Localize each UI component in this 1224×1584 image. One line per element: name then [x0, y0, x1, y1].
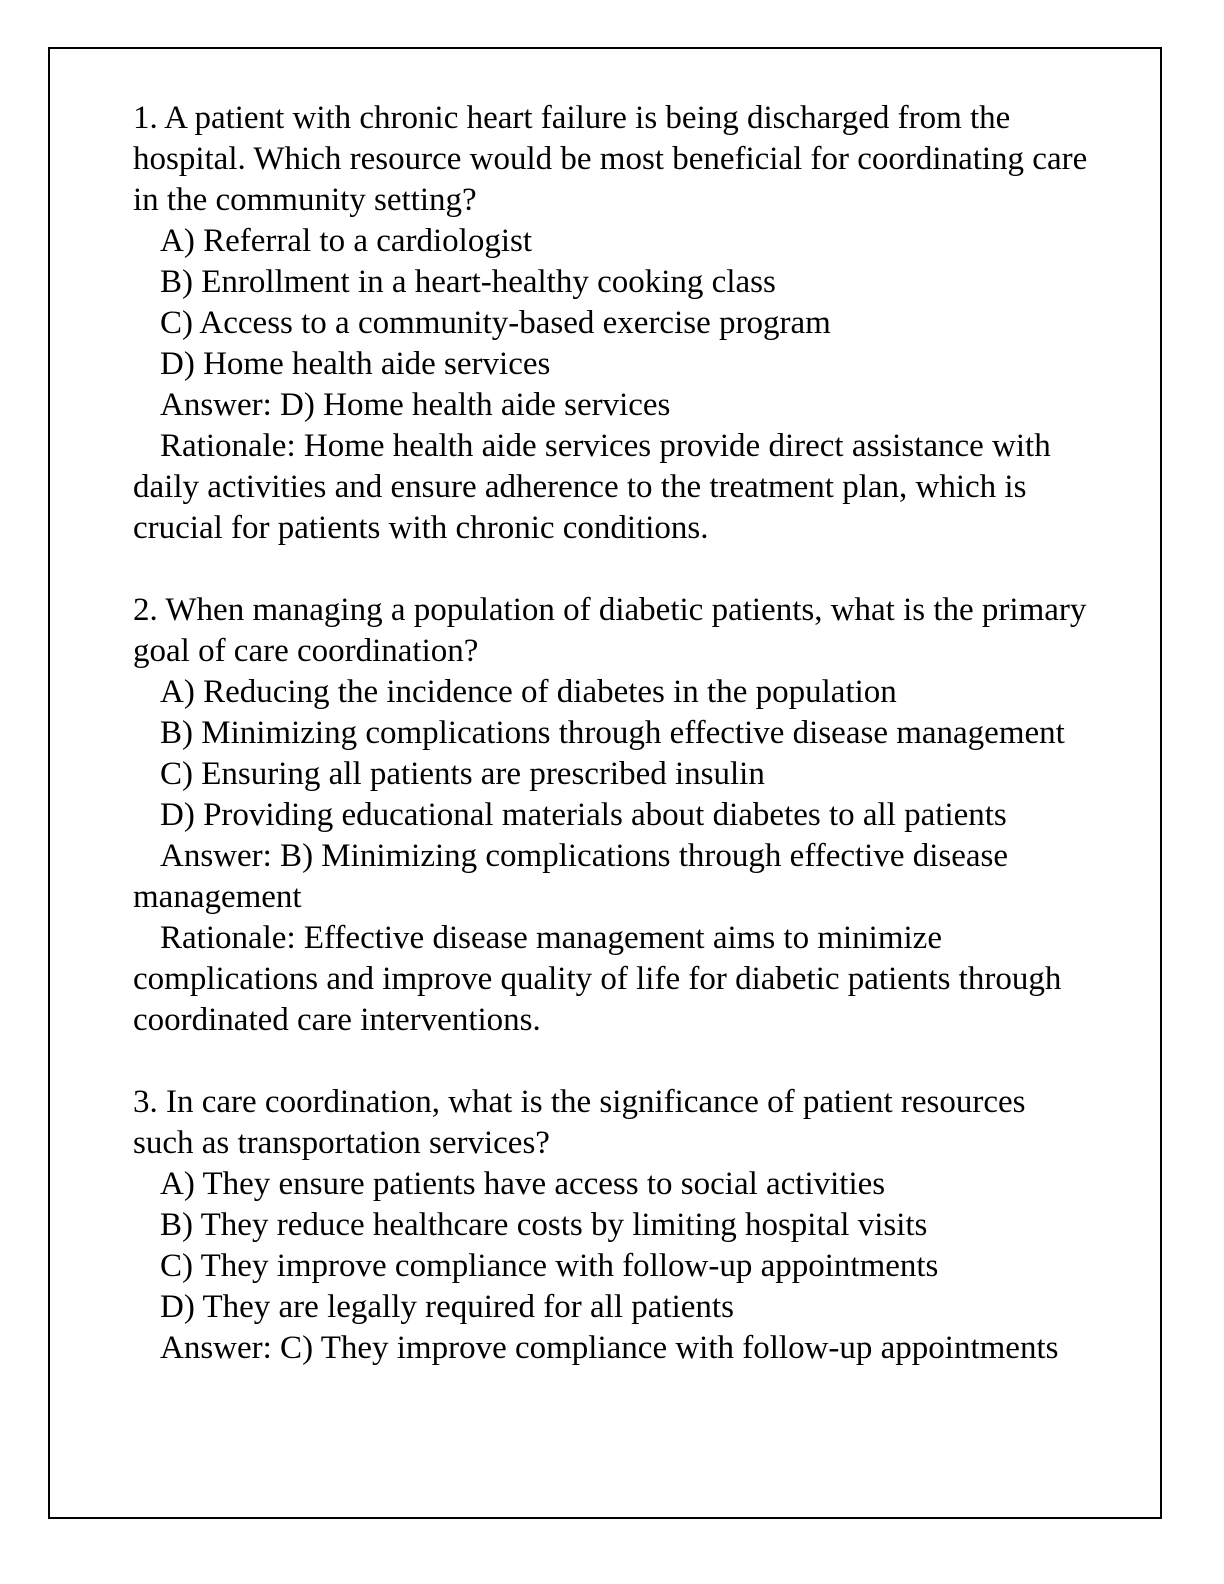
- option-d: D) Home health aide services: [160, 346, 551, 382]
- option-b: B) Enrollment in a heart-healthy cooking class: [160, 264, 776, 300]
- option-c: C) Ensuring all patients are prescribed insulin: [160, 756, 765, 792]
- question-stem: 3. In care coordination, what is the significance of patient resources such as transportation services?: [133, 1084, 1034, 1161]
- option-a: A) Reducing the incidence of diabetes in the population: [160, 674, 897, 710]
- option-c: C) They improve compliance with follow-up appointments: [160, 1248, 939, 1284]
- rationale: Rationale: Home health aide services provide direct assistance with daily activities and ensure adherence to the treatment plan, which is crucial for patients with chronic conditions.: [133, 428, 1059, 546]
- option-d: D) Providing educational materials about diabetes to all patients: [160, 797, 1007, 833]
- question-stem: 1. A patient with chronic heart failure is being discharged from the hospital. Which resource would be most beneficial for coordinating care in the community setting?: [133, 100, 1096, 218]
- option-d: D) They are legally required for all patients: [160, 1289, 734, 1325]
- question-2: [133, 590, 1093, 1041]
- option-a: A) Referral to a cardiologist: [160, 223, 533, 259]
- question-3: [133, 1082, 1093, 1369]
- document-body: [133, 98, 1096, 1410]
- option-b: B) Minimizing complications through effective disease management: [160, 715, 1065, 751]
- answer: Answer: C) They improve compliance with follow-up appointments: [160, 1330, 1059, 1366]
- answer: Answer: B) Minimizing complications through effective disease management: [133, 838, 1017, 915]
- answer: Answer: D) Home health aide services: [160, 387, 671, 423]
- question-1: [133, 98, 1096, 549]
- question-stem: 2. When managing a population of diabetic patients, what is the primary goal of care coordination?: [133, 592, 1095, 669]
- rationale: Rationale: Effective disease management aims to minimize complications and improve quality of life for diabetic patients through coordinated care interventions.: [133, 920, 1070, 1038]
- option-a: A) They ensure patients have access to social activities: [160, 1166, 886, 1202]
- option-c: C) Access to a community-based exercise program: [160, 305, 831, 341]
- option-b: B) They reduce healthcare costs by limiting hospital visits: [160, 1207, 928, 1243]
